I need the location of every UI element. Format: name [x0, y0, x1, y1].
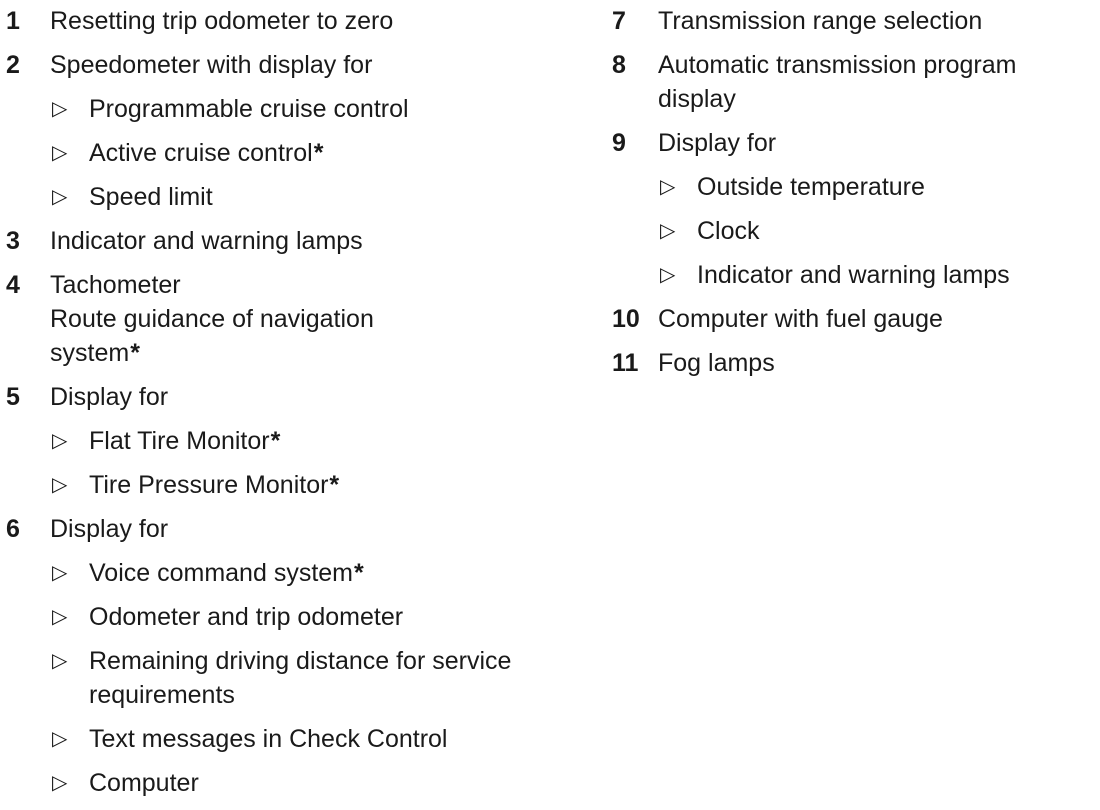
sub-item	[658, 170, 1082, 204]
sub-item-text: Speed limit	[89, 183, 213, 211]
optional-equipment-asterisk: *	[270, 427, 281, 455]
optional-equipment-asterisk: *	[313, 139, 324, 167]
triangle-bullet-icon: ▷	[660, 176, 676, 198]
sub-item	[658, 214, 1082, 248]
item-number: 8	[612, 51, 626, 79]
sub-item-text: Indicator and warning lamps	[697, 261, 1010, 289]
triangle-bullet-icon: ▷	[52, 474, 68, 496]
triangle-bullet-icon: ▷	[52, 98, 68, 120]
item-text: Resetting trip odometer to zero	[50, 7, 394, 35]
sub-item-text: Tire Pressure Monitor	[89, 471, 329, 499]
item-text: Computer with fuel gauge	[658, 305, 943, 333]
triangle-bullet-icon: ▷	[52, 186, 68, 208]
legend-item-1	[0, 4, 575, 38]
legend-column-right	[612, 4, 1082, 390]
optional-equipment-asterisk: *	[354, 559, 364, 587]
item-text: Display for	[50, 383, 169, 411]
triangle-bullet-icon: ▷	[52, 142, 68, 164]
sub-item-text: Remaining driving distance for service	[89, 647, 512, 675]
legend-item-9	[612, 126, 1082, 292]
triangle-bullet-icon: ▷	[52, 772, 68, 794]
sub-item-text: Flat Tire Monitor	[89, 427, 270, 455]
item-number: 4	[6, 271, 20, 299]
item-text-line-2: display	[658, 85, 736, 113]
sub-item-text: Programmable cruise control	[89, 95, 409, 123]
item-text-line-3-text: system	[50, 339, 130, 367]
sub-item-text: Active cruise control	[89, 139, 313, 167]
sub-item	[50, 92, 575, 126]
legend-item-5	[0, 380, 575, 502]
triangle-bullet-icon: ▷	[52, 650, 68, 672]
triangle-bullet-icon: ▷	[660, 220, 676, 242]
legend-item-3	[0, 224, 575, 258]
sub-item	[50, 136, 575, 170]
item-number: 9	[612, 129, 626, 157]
item-number: 10	[612, 305, 640, 333]
item-text: Speedometer with display for	[50, 51, 373, 79]
item-text: Transmission range selection	[658, 7, 983, 35]
legend-item-2	[0, 48, 575, 214]
sub-item	[50, 556, 575, 590]
sub-item-text: Voice command system	[89, 559, 353, 587]
sub-item	[50, 180, 575, 214]
sub-list	[50, 556, 575, 800]
triangle-bullet-icon: ▷	[52, 562, 68, 584]
item-number: 7	[612, 7, 626, 35]
sub-item	[50, 468, 575, 502]
sub-item-text-line-2: requirements	[89, 681, 235, 709]
sub-item	[50, 644, 575, 712]
sub-item-text: Outside temperature	[697, 173, 925, 201]
item-number: 5	[6, 383, 20, 411]
sub-list	[658, 170, 1082, 292]
sub-item-text: Text messages in Check Control	[89, 725, 448, 753]
item-text: Indicator and warning lamps	[50, 227, 363, 255]
legend-item-6	[0, 512, 575, 800]
sub-item	[50, 766, 575, 800]
sub-item-text: Clock	[697, 217, 760, 245]
optional-equipment-asterisk: *	[130, 339, 140, 367]
triangle-bullet-icon: ▷	[52, 430, 68, 452]
item-text: Tachometer	[50, 271, 181, 299]
legend-item-10	[612, 302, 1082, 336]
sub-item	[50, 600, 575, 634]
item-number: 1	[6, 7, 20, 35]
sub-list	[50, 424, 575, 502]
sub-item	[50, 424, 575, 458]
item-text: Display for	[50, 515, 169, 543]
item-number: 3	[6, 227, 20, 255]
item-number: 11	[612, 349, 639, 377]
sub-item-text: Odometer and trip odometer	[89, 603, 404, 631]
triangle-bullet-icon: ▷	[52, 606, 68, 628]
item-text-line-2: Route guidance of navigation	[50, 305, 374, 333]
triangle-bullet-icon: ▷	[52, 728, 68, 750]
sub-item	[50, 722, 575, 756]
item-text: Fog lamps	[658, 349, 775, 377]
legend-column-left	[0, 4, 575, 810]
legend-item-11	[612, 346, 1082, 380]
sub-item	[658, 258, 1082, 292]
item-number: 2	[6, 51, 20, 79]
legend-item-4	[0, 268, 575, 370]
triangle-bullet-icon: ▷	[660, 264, 676, 286]
legend-item-7	[612, 4, 1082, 38]
optional-equipment-asterisk: *	[329, 471, 340, 499]
legend-item-8	[612, 48, 1082, 116]
sub-item-text: Computer	[89, 769, 199, 797]
sub-list	[50, 92, 575, 214]
item-text: Automatic transmission program	[658, 51, 1017, 79]
item-text: Display for	[658, 129, 777, 157]
item-text-line-3	[50, 336, 575, 370]
item-number: 6	[6, 515, 20, 543]
